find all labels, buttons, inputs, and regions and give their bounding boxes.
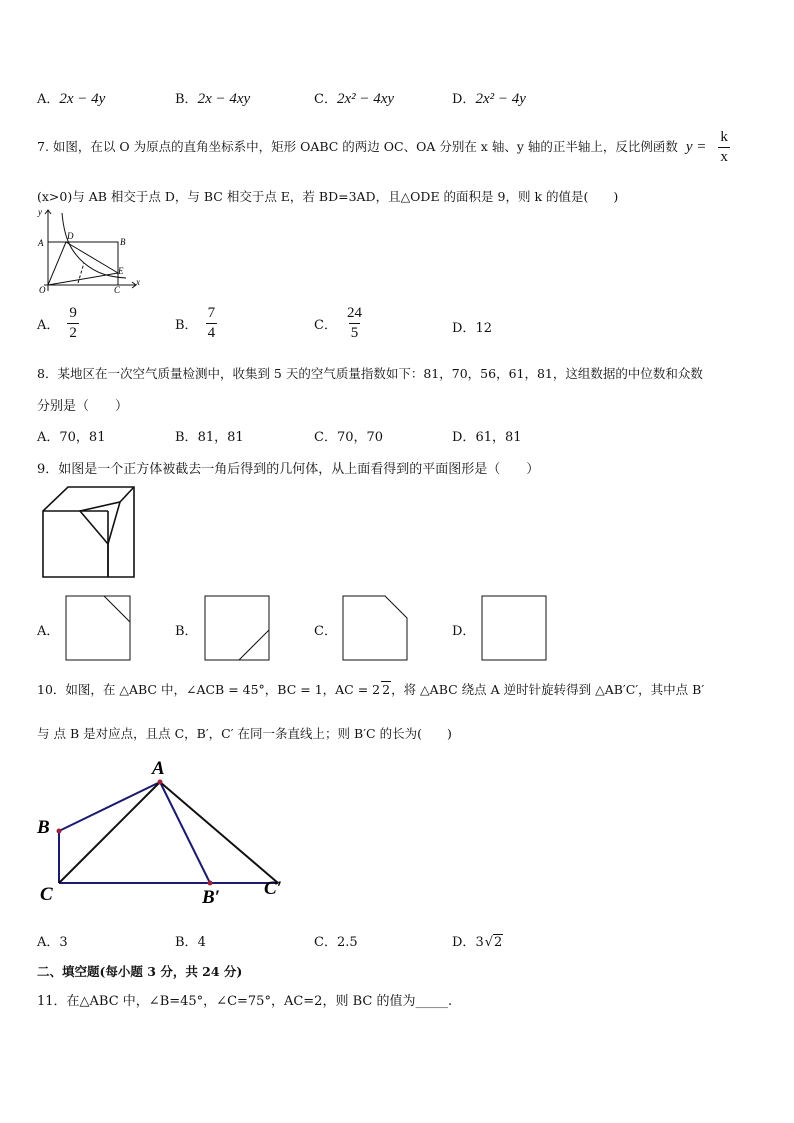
segment-a-bprime <box>160 782 210 883</box>
segment-a-cprime <box>160 782 278 883</box>
section-2-title: 二、填空题(每小题 3 分，共 24 分) <box>37 964 243 979</box>
q6-option-d-expr: 2x² − 4y <box>475 91 526 107</box>
q9-option-b-figure <box>203 594 271 662</box>
option-c-pentagon <box>343 596 407 660</box>
q9-option-c-figure <box>341 594 409 662</box>
q6-option-a: A．2x − 4y <box>37 91 106 107</box>
label-x: x <box>136 277 140 287</box>
q8-option-a: A．70，81 <box>37 430 106 445</box>
option-a-square <box>66 596 130 660</box>
q6-option-a-expr: 2x − 4y <box>59 91 106 107</box>
segment-ba <box>59 782 160 831</box>
label-a: A <box>38 238 44 248</box>
q10-option-d-radicand: 2 <box>494 935 503 950</box>
q7-option-c: C． $\frac{24}{5}$ <box>314 305 362 341</box>
q10-figure <box>34 755 304 910</box>
q7-stem-line1: 7. 如图，在以 O 为原点的直角坐标系中，矩形 OABC 的两边 OC、OA 分别在 x 轴、y 轴的正半轴上，反比例函数 y = $\frac{k}{x}$ <box>37 129 728 165</box>
label-c: C <box>40 884 53 905</box>
label-a: A <box>152 758 165 779</box>
point-a <box>158 780 163 785</box>
q6-option-c-expr: 2x² − 4xy <box>336 91 395 107</box>
q10-option-c: C．2.5 <box>314 935 358 950</box>
q10-stem-line1: 10．如图，在 △ABC 中，∠ACB = 45°，BC = 1，AC = 2 2，将 △ABC 绕点 A 逆时针旋转得到 △AB′C′，其中点 B′ <box>37 682 705 697</box>
label-bprime: B′ <box>202 887 221 908</box>
option-b-square <box>205 596 269 660</box>
label-o: O <box>39 285 46 295</box>
q8-option-b: B．81，81 <box>175 430 244 445</box>
option-a-diagonal <box>104 596 130 622</box>
segment-oe <box>48 273 118 285</box>
q7-option-a: A． $\frac{9}{2}$ <box>37 305 77 341</box>
q9-option-a-label: A． <box>37 624 60 639</box>
q10-stem-line2: 与 点 B 是对应点，且点 C，B′，C′ 在同一条直线上；则 B′C 的长为( ) <box>37 726 452 741</box>
q9-option-b-label: B． <box>175 624 198 639</box>
q10-option-a: A．3 <box>37 935 68 950</box>
label-b: B <box>120 237 126 247</box>
q9-stem: 9．如图是一个正方体被截去一角后得到的几何体，从上面看得到的平面图形是（ ） <box>37 462 540 477</box>
q9-option-c-label: C． <box>314 624 337 639</box>
q7-option-b: B． $\frac{7}{4}$ <box>175 305 216 341</box>
option-d-square <box>482 596 546 660</box>
q8-stem-line1: 8．某地区在一次空气质量检测中，收集到 5 天的空气质量指数如下：81，70，56，61，81，这组数据的中位数和众数 <box>37 366 703 381</box>
label-cprime: C′ <box>264 878 283 899</box>
q7-stem-line2: (x>0)与 AB 相交于点 D，与 BC 相交于点 E，若 BD=3AD，且△ODE 的面积是 9，则 k 的值是( ) <box>37 189 619 204</box>
q9-option-a-figure <box>64 594 132 662</box>
q8-option-d: D．61，81 <box>452 430 522 445</box>
q8-option-c: C．70，70 <box>314 430 384 445</box>
q7-option-d: D．12 <box>452 321 492 336</box>
label-c: C <box>114 285 121 295</box>
label-y: y <box>38 207 42 217</box>
label-b: B <box>37 817 50 838</box>
option-b-diagonal <box>239 630 269 660</box>
q11-stem: 11．在△ABC 中，∠B=45°，∠C=75°，AC=2，则 BC 的值为_____. <box>37 994 453 1009</box>
q7-figure <box>36 205 146 295</box>
q6-option-c: C．2x² − 4xy <box>314 91 395 107</box>
q9-option-d-figure <box>480 594 548 662</box>
q7-function-fraction: $\frac{k}{x}$ <box>720 129 728 165</box>
label-d: D <box>67 231 74 241</box>
q10-option-b: B．4 <box>175 935 206 950</box>
q9-option-d-label: D． <box>452 624 476 639</box>
q6-option-d: D．2x² − 4y <box>452 91 526 107</box>
cut-triangle <box>80 502 120 544</box>
q10-option-d: D．3√2 <box>452 935 503 950</box>
cut-edge-top <box>120 487 134 502</box>
label-e: E <box>118 266 124 276</box>
point-bprime <box>208 881 213 886</box>
point-b <box>57 829 62 834</box>
q6-option-b-expr: 2x − 4xy <box>197 91 251 107</box>
segment-ca <box>59 782 160 883</box>
q8-stem-line2: 分别是（ ） <box>37 399 129 414</box>
segment-od <box>48 242 66 285</box>
q6-option-b: B．2x − 4xy <box>175 91 251 107</box>
q9-solid-figure <box>40 484 140 584</box>
q10-sqrt-radicand: 2 <box>382 682 391 697</box>
